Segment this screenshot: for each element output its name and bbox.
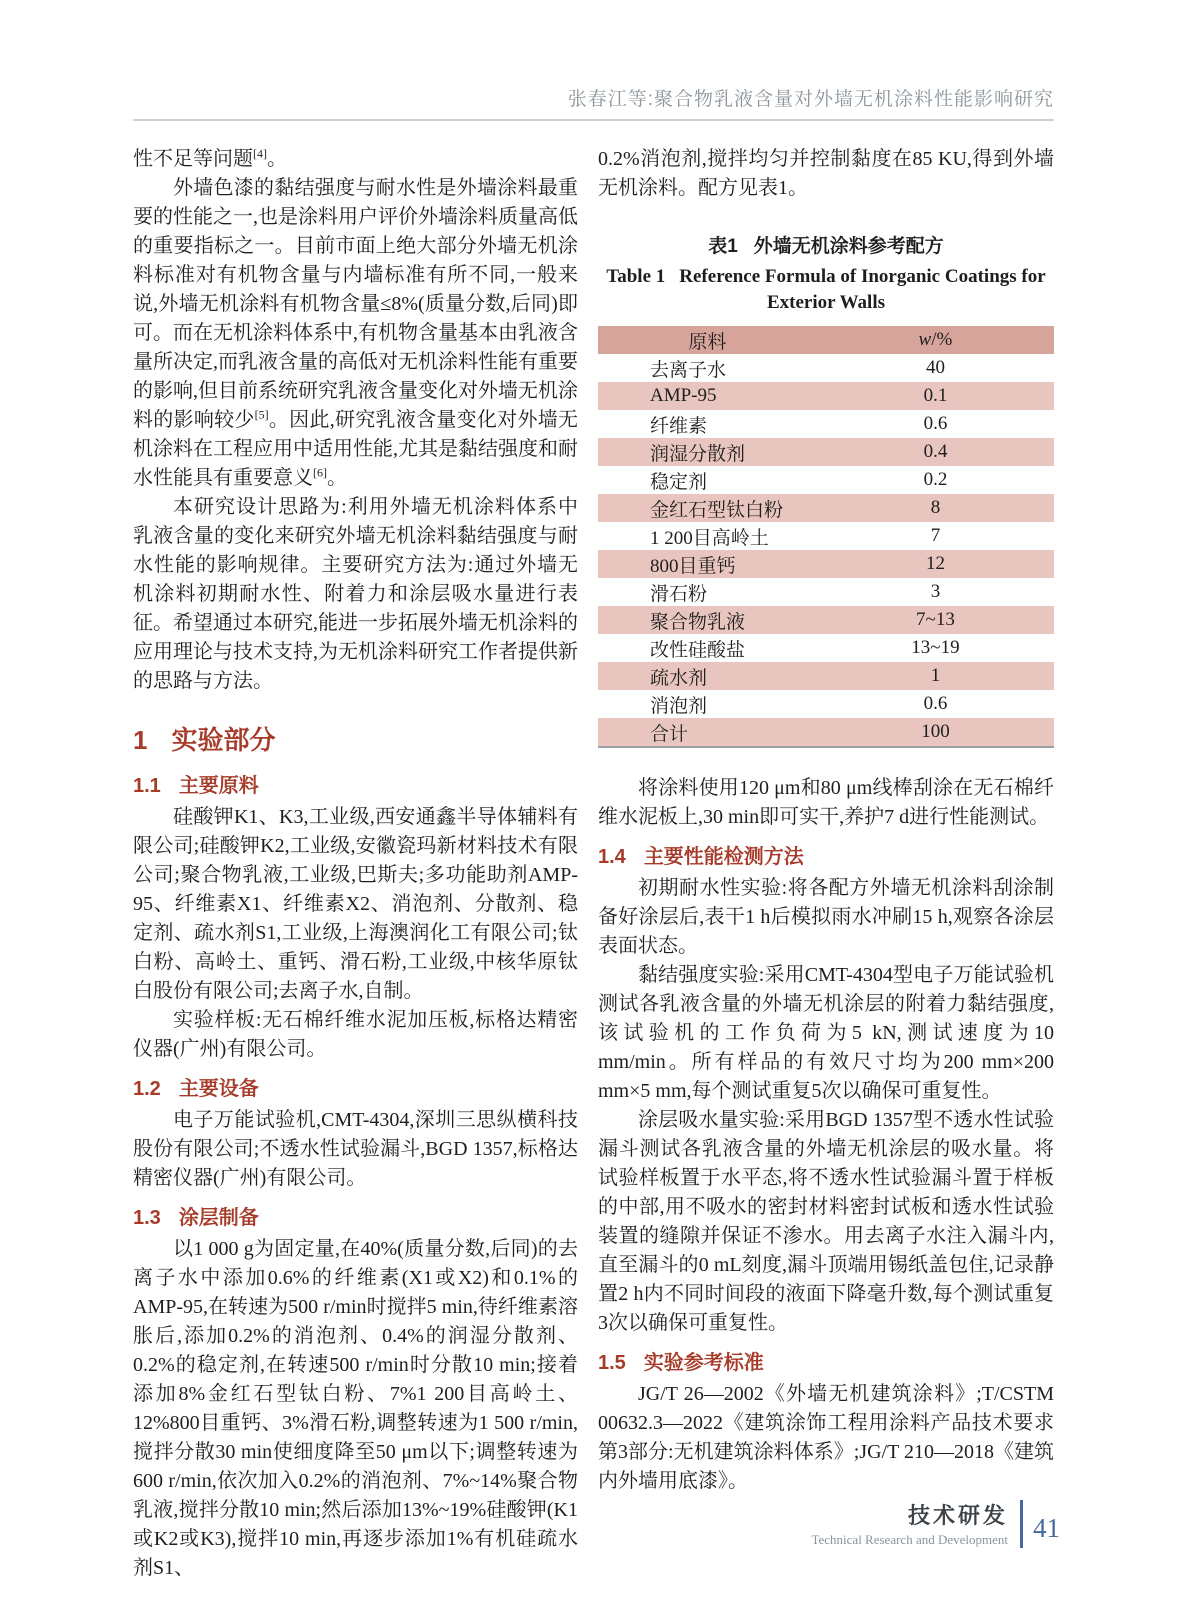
table-header-cell: 原料 [598, 326, 817, 354]
table-cell: 13~19 [911, 637, 960, 658]
table-cell: 800目重钙 [650, 555, 736, 577]
table-row [598, 354, 1054, 382]
subsection-title: 主要性能检测方法 [643, 846, 804, 868]
left-column [133, 145, 578, 1583]
paragraph: JG/T 26—2002《外墙无机建筑涂料》;T/CSTM 00632.3—2022《建筑涂饰工程用涂料产品技术要求第3部分:无机建筑涂料体系》;JG/T 210—2018《建筑内外墙用底漆》。 [598, 1383, 1054, 1492]
subsection-heading [133, 1201, 578, 1230]
page-content [0, 121, 1187, 1583]
table-row [598, 382, 1054, 410]
table-cell: 金红石型钛白粉 [650, 499, 784, 521]
footer-section [811, 1499, 1008, 1548]
subsection-title: 主要原料 [178, 775, 259, 797]
table-row [598, 634, 1054, 662]
table-cell: 3 [930, 581, 941, 602]
table-caption-en [598, 264, 1054, 316]
paragraph: 将涂料使用120 μm和80 μm线棒刮涂在无石棉纤维水泥板上,30 min即可实干,养护7 d进行性能测试。 [598, 777, 1054, 828]
table-cell: 8 [930, 497, 941, 518]
footer-section-en: Technical Research and Development [811, 1532, 1008, 1547]
footer-divider [1020, 1500, 1023, 1548]
table-cell: 聚合物乳液 [650, 611, 746, 633]
table-cell: 消泡剂 [650, 695, 708, 717]
paragraph: 硅酸钾K1、K3,工业级,西安通鑫半导体辅料有限公司;硅酸钾K2,工业级,安徽瓷玛新材料技术有限公司;聚合物乳液,工业级,巴斯夫;多功能助剂AMP-95、纤维素X1、纤维素X2、消泡剂、分散剂、稳定剂、疏水剂S1,工业级,上海澳润化工有限公司;钛白粉、高岭土、重钙、滑石粉,工业级,中核华原钛白股份有限公司;去离子水,自制。 [133, 806, 578, 1002]
subsection-number: 1.2 [133, 1078, 161, 1100]
section-title: 实验部分 [171, 725, 276, 755]
table-cell: 1 [930, 665, 941, 686]
table-cell: 1 200目高岭土 [650, 527, 769, 549]
formula-table-body [598, 354, 1054, 747]
citation-ref: [4] [253, 146, 267, 161]
subsection-title: 实验参考标准 [643, 1352, 764, 1374]
page-number: 41 [1033, 1513, 1060, 1543]
subsection-number: 1.1 [133, 775, 161, 797]
subsection-title: 涂层制备 [178, 1207, 259, 1229]
table-cell: 纤维素 [650, 415, 708, 437]
section-heading [133, 720, 578, 757]
footer-section-zh: 技术研发 [907, 1503, 1008, 1528]
table-row [598, 662, 1054, 690]
paragraph: 黏结强度实验:采用CMT-4304型电子万能试验机测试各乳液含量的外墙无机涂层的附着力黏结强度,该试验机的工作负荷为5 kN,测试速度为10 mm/min。所有样品的有效尺寸均为200 mm×200 mm×5 mm,每个测试重复5次以确保可重复性。 [598, 964, 1054, 1102]
subsection-heading [133, 1072, 578, 1101]
table-cell: 40 [925, 357, 945, 378]
table-cell: 稳定剂 [650, 471, 708, 493]
table-cell: 0.6 [923, 693, 948, 714]
table-cell: 7 [930, 525, 941, 546]
table-cell: 0.2 [923, 469, 948, 490]
running-title: 张春江等:聚合物乳液含量对外墙无机涂料性能影响研究 [567, 89, 1054, 110]
table-row [598, 550, 1054, 578]
table-cell: 去离子水 [650, 359, 727, 381]
table-caption-en-title: Reference Formula of Inorganic Coatings for Exterior Walls [679, 266, 1046, 313]
table-row [598, 494, 1054, 522]
subsection-heading [598, 840, 1054, 869]
paragraph: 电子万能试验机,CMT-4304,深圳三思纵横科技股份有限公司;不透水性试验漏斗,BGD 1357,标格达精密仪器(广州)有限公司。 [133, 1109, 578, 1189]
subsection-heading [598, 1346, 1054, 1375]
citation-ref: [5] [254, 407, 269, 422]
formula-table [598, 326, 1054, 748]
table-header-cell: w/% [817, 326, 1054, 354]
table-caption-zh-label: 表1 [708, 236, 738, 257]
table-row [598, 522, 1054, 550]
table1-block [598, 231, 1054, 748]
table-caption-zh [598, 231, 1054, 258]
italic-symbol: w [918, 329, 932, 350]
subsection-title: 主要设备 [178, 1078, 259, 1100]
table-row [598, 438, 1054, 466]
table-cell: 疏水剂 [650, 667, 708, 689]
table-row [598, 410, 1054, 438]
paragraph: 初期耐水性实验:将各配方外墙无机涂料刮涂制备好涂层后,表干1 h后模拟雨水冲刷15 h,观察各涂层表面状态。 [598, 877, 1054, 957]
table-cell: AMP-95 [650, 385, 717, 406]
right-column [598, 145, 1054, 1583]
paragraph: 实验样板:无石棉纤维水泥加压板,标格达精密仪器(广州)有限公司。 [133, 1009, 578, 1060]
table-cell: 0.6 [923, 413, 948, 434]
table-cell: 0.1 [923, 385, 948, 406]
subsection-number: 1.4 [598, 846, 626, 868]
formula-table-head [598, 326, 1054, 354]
paragraph: 0.2%消泡剂,搅拌均匀并控制黏度在85 KU,得到外墙无机涂料。配方见表1。 [598, 148, 1054, 199]
subsection-heading [133, 769, 578, 798]
page-header [0, 0, 1187, 111]
table-cell: 改性硅酸盐 [650, 639, 746, 661]
table-caption-zh-title: 外墙无机涂料参考配方 [753, 236, 944, 257]
table-cell: 100 [921, 721, 950, 742]
table-row [598, 606, 1054, 634]
table-cell: 0.4 [923, 441, 948, 462]
section-number: 1 [133, 725, 148, 755]
paragraph: 外墙色漆的黏结强度与耐水性是外墙涂料最重要的性能之一,也是涂料用户评价外墙涂料质量高低的重要指标之一。目前市面上绝大部分外墙无机涂料标准对有机物含量与内墙标准有所不同,一般来说,外墙无机涂料有机物含量≤8%(质量分数,后同)即可。而在无机涂料体系中,有机物含量基本由乳液含量所决定,而乳液含量的高低对无机涂料性能有重要的影响,但目前系统研究乳液含量变化对外墙无机涂料的影响较少[5]。因此,研究乳液含量变化对外墙无机涂料在工程应用中适用性能,尤其是黏结强度和耐水性能具有重要意义[6]。 [133, 177, 579, 489]
paragraph: 本研究设计思路为:利用外墙无机涂料体系中乳液含量的变化来研究外墙无机涂料黏结强度与耐水性能的影响规律。主要研究方法为:通过外墙无机涂料初期耐水性、附着力和涂层吸水量进行表征。希望通过本研究,能进一步拓展外墙无机涂料的应用理论与技术支持,为无机涂料研究工作者提供新的思路与方法。 [133, 496, 578, 692]
table-row [598, 466, 1054, 494]
table-row [598, 718, 1054, 747]
table-cell: 12 [925, 553, 945, 574]
table-row [598, 578, 1054, 606]
table-cell: 滑石粉 [650, 583, 708, 605]
table-caption-en-label: Table 1 [606, 266, 666, 287]
subsection-number: 1.5 [598, 1352, 626, 1374]
paragraph: 涂层吸水量实验:采用BGD 1357型不透水性试验漏斗测试各乳液含量的外墙无机涂层的吸水量。将试验样板置于水平态,将不透水性试验漏斗置于样板的中部,用不吸水的密封材料密封试板和透水性试验装置的缝隙并保证不渗水。用去离子水注入漏斗内,直至漏斗的0 mL刻度,漏斗顶端用锡纸盖包住,记录静置2 h内不同时间段的液面下降毫升数,每个测试重复3次以确保可重复性。 [598, 1109, 1054, 1334]
table-cell: 润湿分散剂 [650, 443, 746, 465]
table-header-row [598, 326, 1054, 354]
page-footer [811, 1499, 1060, 1548]
citation-ref: [6] [313, 465, 327, 480]
table-cell: 7~13 [916, 609, 955, 630]
paragraph: 性不足等问题[4]。 [133, 146, 287, 170]
table-row [598, 690, 1054, 718]
subsection-number: 1.3 [133, 1207, 161, 1229]
paragraph: 以1 000 g为固定量,在40%(质量分数,后同)的去离子水中添加0.6%的纤维素(X1或X2)和0.1%的AMP-95,在转速为500 r/min时搅拌5 min,待纤维素溶胀后,添加0.2%的消泡剂、0.4%的润湿分散剂、0.2%的稳定剂,在转速500 r/min时分散10 min;接着添加8%金红石型钛白粉、7%1 200目高岭土、12%800目重钙、3%滑石粉,调整转速为1 500 r/min,搅拌分散30 min使细度降至50 μm以下;调整转速为600 r/min,依次加入0.2%的消泡剂、7%~14%聚合物乳液,搅拌分散10 min;然后添加13%~19%硅酸钾(K1或K2或K3),搅拌10 min,再逐步添加1%有机硅疏水剂S1、 [133, 1238, 578, 1579]
table-cell: 合计 [650, 723, 689, 745]
